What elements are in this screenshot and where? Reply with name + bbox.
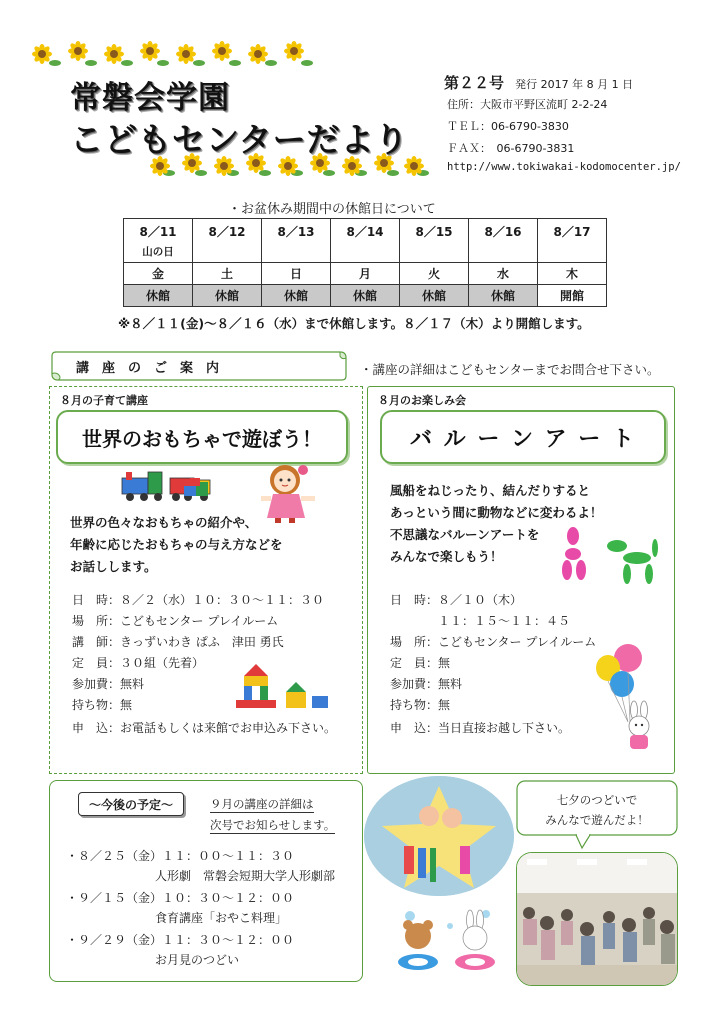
courses-inquiry: ・講座の詳細はこどもセンターまでお問合せ下さい。 bbox=[360, 362, 660, 377]
newsletter-title-line2: こどもセンターだより bbox=[70, 120, 409, 159]
weekday-cell: 日 bbox=[262, 263, 331, 285]
issue-line bbox=[444, 72, 633, 93]
fun-event-detail-capacity: 定 員：無 bbox=[390, 656, 451, 670]
childcare-detail-datetime: 日 時：８／２（水）１０：３０～１１：３０ bbox=[72, 593, 325, 607]
toy-blocks-small-icon bbox=[182, 476, 212, 498]
issue-date: 発行 2017 年 8 月 1 日 bbox=[515, 78, 634, 91]
fun-event-detail-belongings: 持ち物：無 bbox=[390, 698, 451, 712]
weekday-cell: 金 bbox=[124, 263, 193, 285]
bear-bunny-swim-icon bbox=[396, 906, 504, 978]
childcare-desc-3: お話しします。 bbox=[70, 559, 157, 574]
address: 住所：大阪市平野区流町 2-2-24 bbox=[447, 98, 608, 111]
childcare-detail-capacity: 定 員：３０組（先着） bbox=[72, 656, 205, 670]
courses-scroll-title: 講 座 の ご 案 内 bbox=[76, 361, 220, 376]
closure-table bbox=[123, 218, 607, 307]
fun-event-desc-1: 風船をねじったり、結んだりすると bbox=[390, 483, 591, 498]
next-issue-note-1: ９月の講座の詳細は bbox=[210, 797, 314, 811]
courses-scroll-banner bbox=[48, 348, 348, 382]
sunflower-icon bbox=[176, 44, 196, 64]
childcare-detail-place: 場 所：こどもセンター プレイルーム bbox=[72, 614, 279, 628]
tanabata-speech-bubble bbox=[516, 780, 678, 840]
tanabata-event-photo bbox=[516, 852, 678, 986]
sunflower-icon bbox=[104, 44, 124, 64]
upcoming-schedule-title: ～今後の予定～ bbox=[78, 792, 184, 816]
weekday-cell: 火 bbox=[400, 263, 469, 285]
toy-blocks-icon bbox=[234, 662, 334, 710]
status-cell-open: 開館 bbox=[538, 285, 607, 307]
sunflower-icon bbox=[68, 41, 88, 61]
next-issue-note-2: 次号でお知らせします。 bbox=[210, 818, 336, 832]
closure-note: ※８／１１(金)～８／１６（水）まで休館します。８／１７（木）より開館します。 bbox=[118, 316, 590, 331]
holiday-note: 山の日 bbox=[142, 246, 174, 258]
newsletter-title-line1: 常磐会学園 bbox=[70, 80, 230, 116]
schedule-item-desc: 食育講座「おやこ料理」 bbox=[155, 911, 288, 925]
balloon-animals-icon bbox=[555, 526, 661, 590]
schedule-item-desc: 人形劇 常磐会短期大学人形劇部 bbox=[155, 869, 336, 883]
closure-date-cell: 8／14 bbox=[331, 219, 400, 263]
fun-event-detail-fee: 参加費：無料 bbox=[390, 677, 463, 691]
doll-illustration-icon bbox=[255, 462, 323, 524]
childcare-detail-fee: 参加費：無料 bbox=[72, 677, 145, 691]
status-cell-closed: 休館 bbox=[400, 285, 469, 307]
weekday-cell: 土 bbox=[193, 263, 262, 285]
tel: ＴＥＬ：06-6790-3830 bbox=[447, 120, 569, 133]
closure-date-cell: 8／16 bbox=[469, 219, 538, 263]
weekday-cell: 月 bbox=[331, 263, 400, 285]
fun-event-label: ８月のお楽しみ会 bbox=[378, 394, 466, 407]
status-cell-closed: 休館 bbox=[331, 285, 400, 307]
childcare-detail-apply: 申 込：お電話もしくは来館でお申込み下さい。 bbox=[72, 721, 337, 735]
closure-date-cell: 8／15 bbox=[400, 219, 469, 263]
status-cell-closed: 休館 bbox=[193, 285, 262, 307]
childcare-desc-2: 年齢に応じたおもちゃの与え方などを bbox=[70, 537, 283, 552]
fun-event-desc-4: みんなで楽しもう！ bbox=[390, 549, 503, 564]
weekday-cell: 木 bbox=[538, 263, 607, 285]
schedule-item-desc: お月見のつどい bbox=[155, 953, 240, 967]
childcare-detail-lecturer: 講 師：きっずいわき ぱふ 津田 勇氏 bbox=[72, 635, 284, 649]
fax: ＦＡＸ： 06-6790-3831 bbox=[447, 142, 575, 155]
childcare-course-label: ８月の子育て講座 bbox=[60, 394, 148, 407]
fun-event-detail-time: １１：１５～１１：４５ bbox=[390, 614, 571, 628]
weekday-cell: 水 bbox=[469, 263, 538, 285]
sunflower-icon bbox=[284, 41, 304, 61]
fun-event-detail-apply: 申 込：当日直接お越し下さい。 bbox=[390, 721, 571, 735]
sunflower-icon bbox=[32, 44, 52, 64]
status-cell-closed: 休館 bbox=[262, 285, 331, 307]
childcare-detail-belongings: 持ち物：無 bbox=[72, 698, 133, 712]
status-cell-closed: 休館 bbox=[124, 285, 193, 307]
website-url[interactable]: http://www.tokiwakai-kodomocenter.jp/ bbox=[447, 161, 681, 173]
schedule-item-date: ・９／２９（金）１１：３０～１２：００ bbox=[66, 933, 295, 947]
closure-date-cell: 8／11 山の日 bbox=[124, 219, 193, 263]
fun-event-detail-datetime: 日 時：８／１０（木） bbox=[390, 593, 523, 607]
fun-event-detail-place: 場 所：こどもセンター プレイルーム bbox=[390, 635, 597, 649]
childcare-course-title: 世界のおもちゃで遊ぼう！ bbox=[56, 410, 348, 464]
status-cell-closed: 休館 bbox=[469, 285, 538, 307]
fun-event-title: バ ル ー ン ア ー ト bbox=[380, 410, 666, 464]
issue-number: 第２２号 bbox=[444, 74, 505, 92]
sunflower-icon bbox=[212, 41, 232, 61]
schedule-item-date: ・９／１５（金）１０：３０～１２：００ bbox=[66, 891, 295, 905]
closure-heading: ・お盆休み期間中の休館日について bbox=[228, 202, 436, 217]
closure-date-cell: 8／17 bbox=[538, 219, 607, 263]
childcare-desc-1: 世界の色々なおもちゃの紹介や、 bbox=[70, 515, 258, 530]
sunflower-icon bbox=[248, 44, 268, 64]
tanabata-caption-2: みんなで遊んだよ！ bbox=[545, 813, 649, 827]
balloons-bunny-icon bbox=[592, 644, 664, 752]
schedule-item-date: ・８／２５（金）１１：００～１１：３０ bbox=[66, 849, 295, 863]
fun-event-desc-3: 不思議なバルーンアートを bbox=[390, 527, 540, 542]
tanabata-caption-1: 七夕のつどいで bbox=[556, 793, 638, 807]
closure-date-cell: 8／12 bbox=[193, 219, 262, 263]
tanabata-decoration-photo bbox=[364, 776, 514, 896]
sunflower-icon bbox=[140, 41, 160, 61]
closure-date-cell: 8／13 bbox=[262, 219, 331, 263]
fun-event-desc-2: あっという間に動物などに変わるよ！ bbox=[390, 505, 603, 520]
